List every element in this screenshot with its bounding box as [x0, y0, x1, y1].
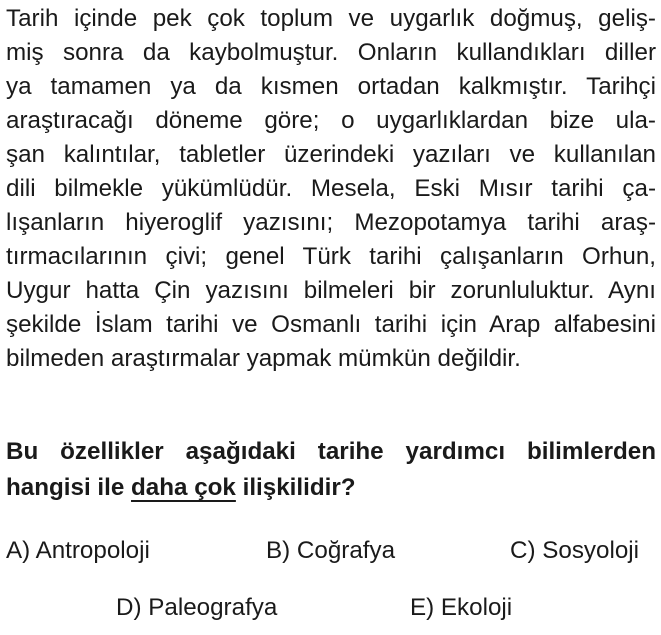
passage-line: şekilde İslam tarihi ve Osmanlı tarihi için Arap alfabesini — [6, 311, 656, 338]
question-text-after: ilişkilidir? — [235, 474, 356, 501]
question-line-2 — [6, 470, 656, 506]
question-emphasis: daha çok — [131, 474, 236, 501]
passage-line: dili bilmekle yükümlüdür. Mesela, Eski Mısır tarihi ça- — [6, 175, 656, 202]
passage-text — [6, 2, 656, 376]
option-e[interactable]: E) Ekoloji — [410, 594, 513, 621]
option-b[interactable]: B) Coğrafya — [266, 537, 396, 564]
option-a[interactable]: A) Antropoloji — [6, 537, 150, 564]
option-c[interactable]: C) Sosyoloji — [510, 537, 640, 564]
passage-line: tırmacılarının çivi; genel Türk tarihi çalışanların Orhun, — [6, 243, 656, 270]
question-line-1: Bu özellikler aşağıdaki tarihe yardımcı bilimlerden — [6, 438, 656, 465]
question-text-before: hangisi ile — [6, 474, 132, 501]
question-stem — [6, 434, 656, 506]
passage-line: Tarih içinde pek çok toplum ve uygarlık doğmuş, geliş- — [6, 5, 656, 32]
passage-line: lışanların hiyeroglif yazısını; Mezopotamya tarihi araş- — [6, 209, 656, 236]
passage-line: ya tamamen ya da kısmen ortadan kalkmıştır. Tarihçi — [6, 73, 656, 100]
option-d[interactable]: D) Paleografya — [116, 594, 278, 621]
passage-line: miş sonra da kaybolmuştur. Onların kullandıkları diller — [6, 39, 656, 66]
passage-line: şan kalıntılar, tabletler üzerindeki yazıları ve kullanılan — [6, 141, 656, 168]
passage-line: Uygur hatta Çin yazısını bilmeleri bir zorunluluktur. Aynı — [6, 277, 656, 304]
passage-line: araştıracağı döneme göre; o uygarlıklardan bize ula- — [6, 107, 656, 134]
passage-line: bilmeden araştırmalar yapmak mümkün değildir. — [6, 345, 521, 372]
